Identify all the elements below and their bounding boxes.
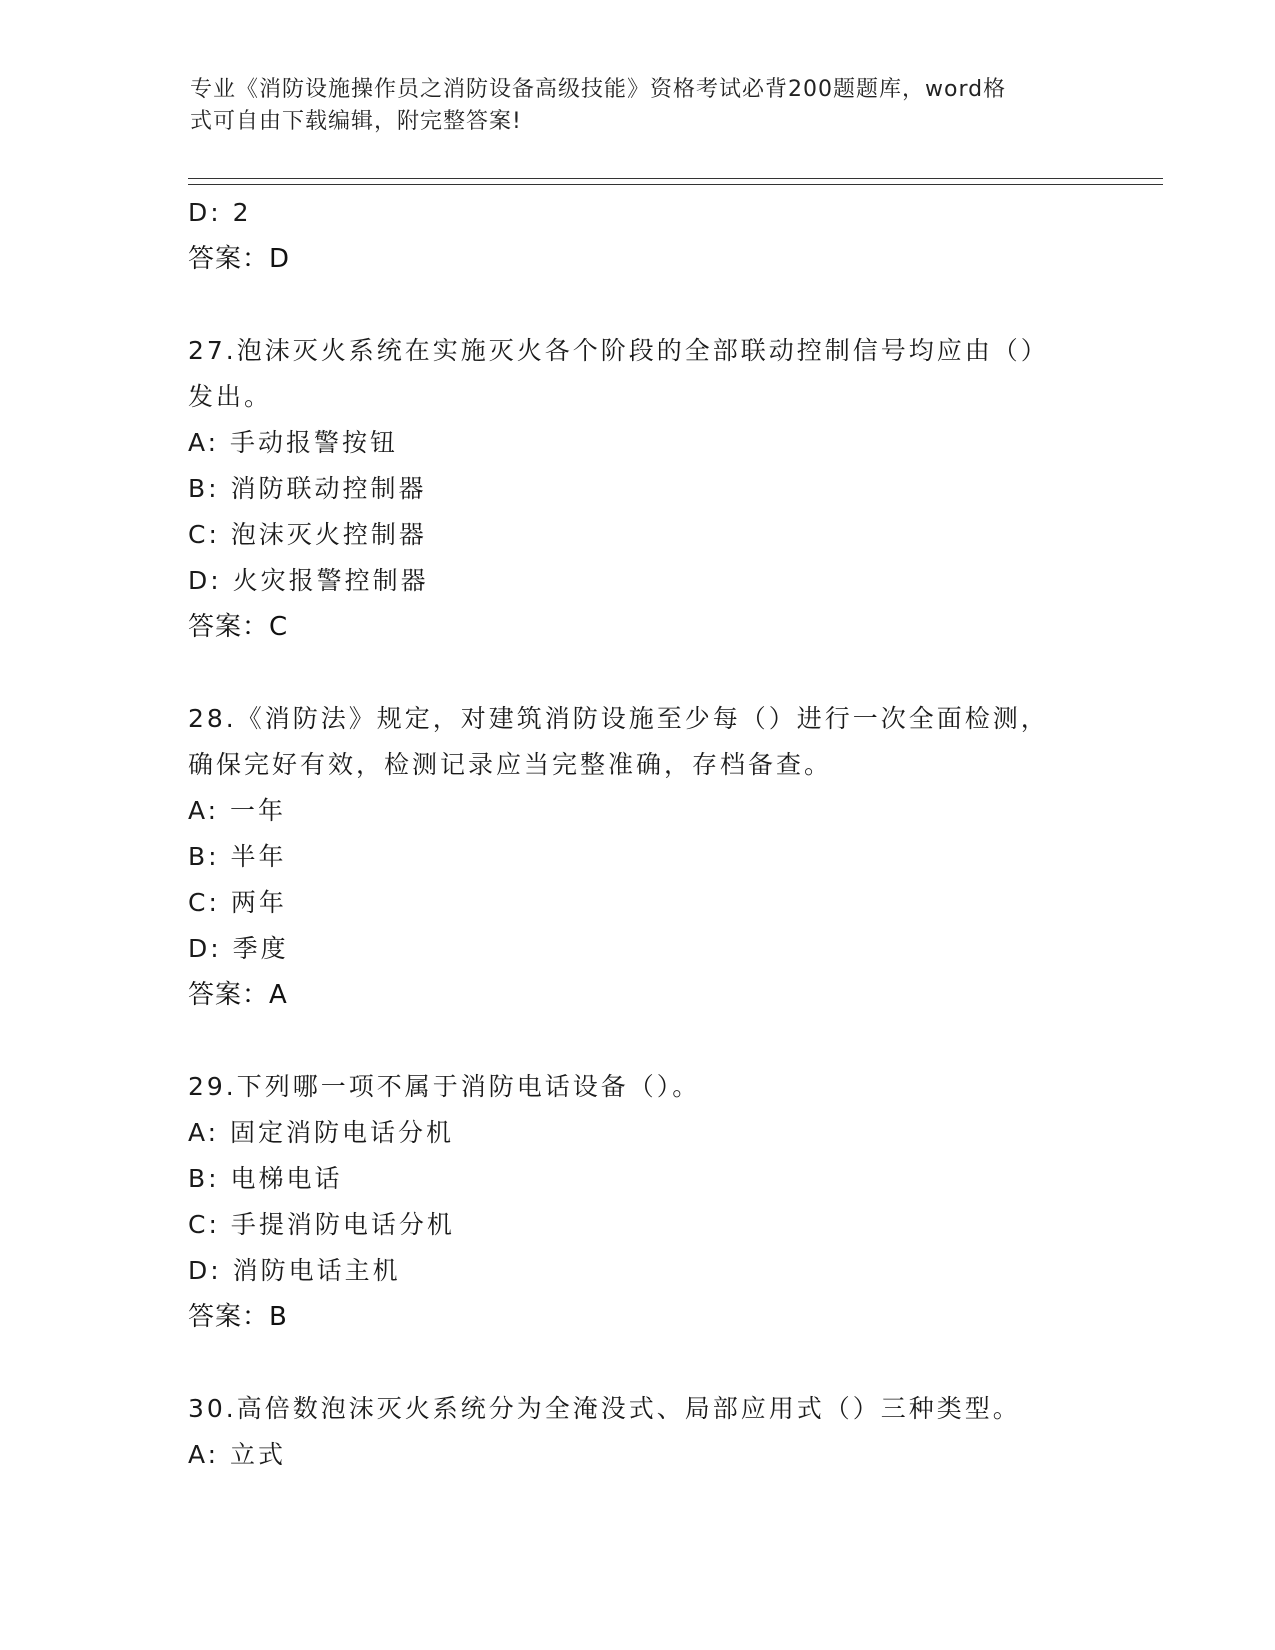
option-c: C: 手提消防电话分机 — [188, 1210, 455, 1239]
option-b: B: 电梯电话 — [188, 1164, 343, 1193]
option-b: B: 消防联动控制器 — [188, 474, 427, 503]
question-text: 27.泡沫灭火系统在实施灭火各个阶段的全部联动控制信号均应由（） — [188, 336, 1049, 365]
header-line-2: 式可自由下载编辑，附完整答案! — [190, 109, 522, 134]
question-text-cont: 确保完好有效，检测记录应当完整准确，存档备查。 — [188, 750, 833, 779]
answer: 答案：B — [188, 1302, 288, 1332]
option-a: A: 一年 — [188, 796, 287, 825]
question-text: 28.《消防法》规定，对建筑消防设施至少每（）进行一次全面检测， — [188, 704, 1049, 733]
option-d: D: 消防电话主机 — [188, 1256, 401, 1285]
option-d: D: 火灾报警控制器 — [188, 566, 429, 595]
header-rule-top — [188, 178, 1163, 179]
option-c: C: 两年 — [188, 888, 287, 917]
question-text: 29.下列哪一项不属于消防电话设备（）。 — [188, 1072, 701, 1101]
question-list — [188, 190, 1088, 1478]
question-text: 30.高倍数泡沫灭火系统分为全淹没式、局部应用式（）三种类型。 — [188, 1394, 1021, 1423]
option-d: D: 2 — [188, 198, 252, 227]
question-text-cont: 发出。 — [188, 382, 273, 411]
option-a: A: 立式 — [188, 1440, 287, 1469]
header-line-1: 专业《消防设施操作员之消防设备高级技能》资格考试必背200题题库，word格 — [190, 77, 1007, 102]
option-c: C: 泡沫灭火控制器 — [188, 520, 427, 549]
header-rule-bottom — [188, 184, 1163, 185]
option-b: B: 半年 — [188, 842, 287, 871]
option-a: A: 固定消防电话分机 — [188, 1118, 455, 1147]
option-a: A: 手动报警按钮 — [188, 428, 399, 457]
question-28 — [188, 696, 1088, 1018]
option-d: D: 季度 — [188, 934, 289, 963]
question-30 — [188, 1386, 1088, 1478]
answer: 答案：A — [188, 980, 288, 1010]
question-29 — [188, 1064, 1088, 1340]
answer: 答案：D — [188, 244, 291, 274]
answer: 答案：C — [188, 612, 289, 642]
document-header — [190, 74, 1090, 138]
question-27 — [188, 328, 1088, 650]
